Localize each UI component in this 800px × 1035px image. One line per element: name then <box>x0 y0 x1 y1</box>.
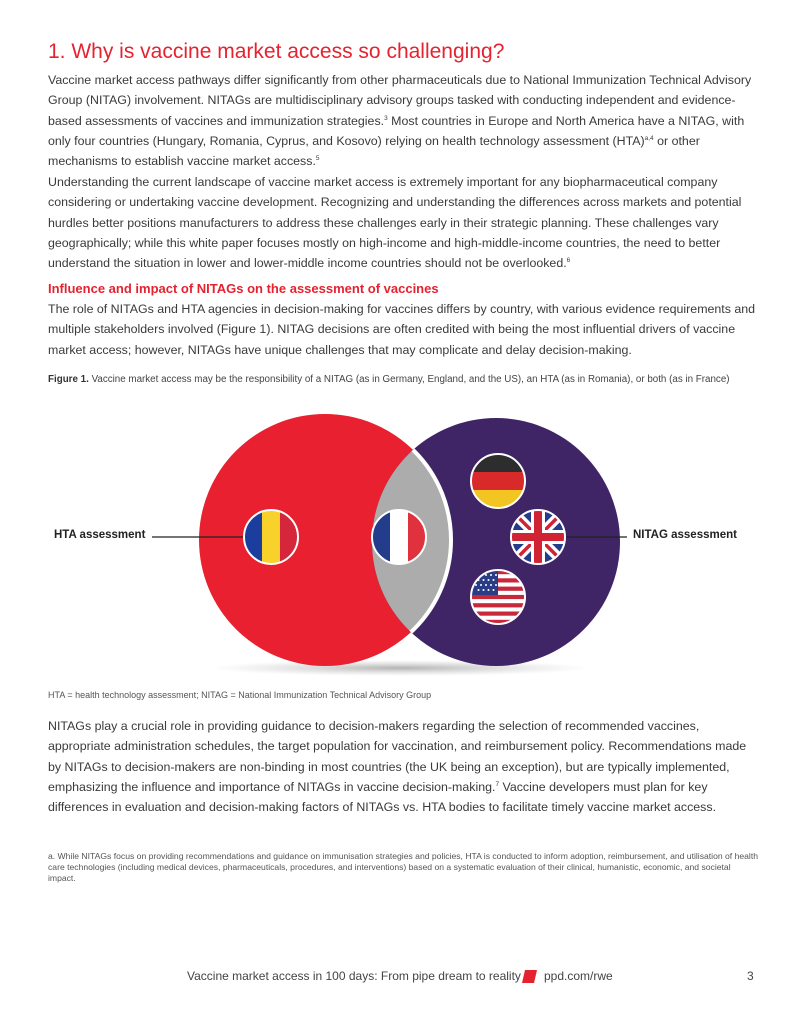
venn-diagram <box>0 405 800 690</box>
page-title: 1. Why is vaccine market access so challenging? <box>48 40 505 63</box>
romania-flag-icon <box>244 510 298 564</box>
intro-paragraph-2: Understanding the current landscape of vaccine market access is extremely important for any biopharmaceutical company considering or undertaking vaccine development. Recognizing and understanding the differences across markets and potential hurdles better positions manufacturers to address these challenges early in their strategic planning. These challenges vary geographically; while this white paper focuses mostly on high-income and high-middle-income countries, the need to better understand the situation in lower and lower-middle income countries should not be overlooked.$^6$ <box>48 175 742 271</box>
page-number: 3 <box>747 969 754 983</box>
uk-flag-icon <box>511 510 565 564</box>
footer-title: Vaccine market access in 100 days: From pipe dream to reality <box>187 969 521 983</box>
nitag-paragraph-1: The role of NITAGs and HTA agencies in decision-making for vaccines differs by country, with various evidence requirements and multiple stakeholders involved (Figure 1). NITAG decisions are often credited with being the most influential drivers of vaccine market access; however, NITAGs have unique challenges that may complicate and delay decision-making. <box>48 302 756 357</box>
footnote: a. While NITAGs focus on providing recommendations and guidance on immunisation strategies and policies, HTA is conducted to inform adoption, reimbursement, and utilisation of health care technologies (including medical devices, pharmaceuticals, procedures, and interventions) based on a systematic evaluation of their clinical, humanistic, economic, and societal impact. <box>48 851 758 883</box>
footer-url-link[interactable]: ppd.com/rwe <box>544 969 613 983</box>
figure-abbreviations: HTA = health technology assessment; NITAG = National Immunization Technical Advisory Group <box>48 690 432 700</box>
intro-paragraph-1: Vaccine market access pathways differ significantly from other pharmaceuticals due to National Immunization Technical Advisory Group (NITAG) involvement. NITAGs are multidisciplinary advisory groups tasked with conducting independent and evidence-based assessments of vaccines and immunization strategies.$^3$ Most countries in Europe and North America have a NITAG, with only four countries (Hungary, Romania, Cyprus, and Kosovo) relying on health technology assessment (HTA)$^{a,4}$ or other mechanisms to establish vaccine market access.$^5$ <box>48 73 752 169</box>
germany-flag-icon <box>471 454 525 508</box>
figure-caption: Figure 1. Vaccine market access may be the responsibility of a NITAG (as in Germany, England, and the US), an HTA (as in Romania), or both (as in France) <box>48 374 730 385</box>
section-subheading: Influence and impact of NITAGs on the assessment of vaccines <box>48 281 439 296</box>
hta-assessment-label: HTA assessment <box>54 529 146 541</box>
footer-brand-mark-icon <box>522 970 537 983</box>
nitag-assessment-label: NITAG assessment <box>633 529 737 541</box>
nitag-paragraph-2: NITAGs play a crucial role in providing guidance to decision-makers regarding the selection of recommended vaccines, appropriate administration schedules, the target population for vaccination, and reimbursement policy. Recommendations made by NITAGs to decision-makers are non-binding in most countries (the UK being an exception), but are typically implemented, emphasizing the influence and importance of NITAGs in vaccine decision-making.$^7$ Vaccine developers must plan for key differences in evaluation and decision-making factors of NITAGs vs. HTA bodies to facilitate timely vaccine market access. <box>48 719 747 815</box>
us-flag-icon <box>471 570 525 624</box>
diagram-shadow <box>210 660 590 676</box>
france-flag-icon <box>372 510 426 564</box>
